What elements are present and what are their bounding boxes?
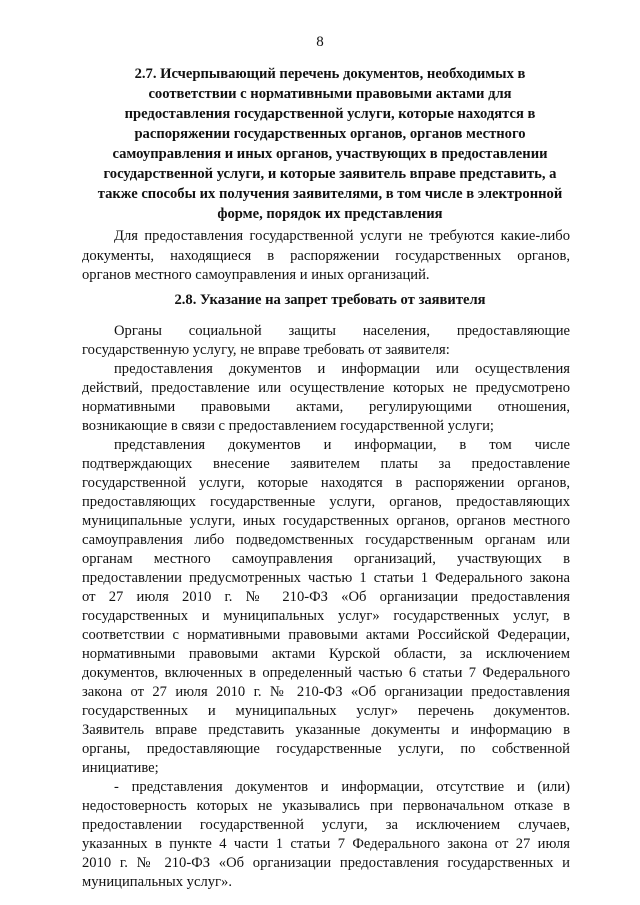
heading-line: 2.7. Исчерпывающий перечень документов, необходимых в bbox=[134, 66, 526, 82]
body-line: Для предоставления государственной услуги не требуются какие-либо bbox=[114, 228, 570, 244]
body-line: органов местного самоуправления и иных организаций. bbox=[82, 267, 430, 283]
body-line: от 27 июля 2010 г. № 210-ФЗ «Об организации предоставления bbox=[82, 589, 570, 605]
heading-line: распоряжении государственных органов, органов местного bbox=[134, 126, 526, 142]
heading-line: государственной услуги, и которые заявитель вправе представить, а bbox=[103, 166, 557, 182]
body-line: закона от 27 июля 2010 г. № 210-ФЗ «Об организации предоставления bbox=[82, 684, 570, 700]
body-line: недостоверность которых не указывались при первоначальном отказе в bbox=[82, 798, 570, 814]
section-2-8-heading bbox=[80, 290, 580, 310]
body-line: органы, предоставляющие государственные услуги, по собственной bbox=[82, 741, 570, 757]
body-line: предоставлении предусмотренных частью 1 статьи 1 Федерального закона bbox=[82, 570, 570, 586]
body-line: документов, включенных в определенный частью 6 статьи 7 Федерального bbox=[82, 665, 570, 681]
body-line: самоуправления либо подведомственных государственным органам или bbox=[82, 532, 570, 548]
heading-line: соответствии с нормативными правовыми актами для bbox=[148, 86, 512, 102]
body-line: государственных и муниципальных услуг» перечень документов. bbox=[82, 703, 570, 719]
body-line: предоставления документов и информации или осуществления bbox=[114, 361, 570, 377]
heading-line: также способы их получения заявителями, в том числе в электронной bbox=[97, 186, 563, 202]
body-line: муниципальные услуги, иных государственных органов, органов местного bbox=[82, 513, 570, 529]
body-line: нормативными правовыми актами Курской области, за исключением bbox=[82, 646, 570, 662]
section-2-8-body bbox=[82, 322, 570, 892]
body-line: Органы социальной защиты населения, предоставляющие bbox=[114, 323, 570, 339]
body-line: представления документов и информации, в том числе bbox=[114, 437, 570, 453]
body-line: инициативе; bbox=[82, 760, 159, 776]
body-line: государственной услуги, которые находятся в распоряжении органов, bbox=[82, 475, 570, 491]
section-2-7-heading bbox=[80, 64, 580, 224]
body-line: предоставляющих государственные услуги, органов, предоставляющих bbox=[82, 494, 570, 510]
body-line: возникающие в связи с предоставлением государственной услуги; bbox=[82, 418, 494, 434]
body-line: соответствии с нормативными правовыми актами Российской Федерации, bbox=[82, 627, 570, 643]
section-2-7-body bbox=[82, 227, 570, 286]
page-number: 8 bbox=[316, 34, 324, 50]
body-line: 2010 г. № 210-ФЗ «Об организации предоставления государственных и bbox=[82, 855, 570, 871]
body-line: документы, находящиеся в распоряжении государственных органов, bbox=[82, 247, 570, 264]
heading-line: самоуправления и иных органов, участвующих в предоставлении bbox=[112, 146, 548, 162]
body-line: муниципальных услуг». bbox=[82, 874, 232, 890]
body-line: предоставлении государственной услуги, за исключением случаев, bbox=[82, 817, 570, 833]
heading-line: 2.8. Указание на запрет требовать от заявителя bbox=[174, 292, 486, 308]
body-line: органам местного самоуправления организаций, участвующих в bbox=[82, 551, 570, 567]
body-line: подтверждающих внесение заявителем платы за предоставление bbox=[82, 456, 570, 472]
body-line: - представления документов и информации, отсутствие и (или) bbox=[114, 779, 570, 795]
body-line: указанных в пункте 4 части 1 статьи 7 Федерального закона от 27 июля bbox=[82, 836, 570, 852]
body-line: государственную услугу, не вправе требовать от заявителя: bbox=[82, 342, 450, 358]
heading-line: предоставления государственной услуги, которые находятся в bbox=[124, 106, 536, 122]
heading-line: форме, порядок их представления bbox=[217, 206, 443, 222]
body-line: Заявитель вправе представить указанные документы и информацию в bbox=[82, 722, 570, 738]
body-line: государственных и муниципальных услуг» государственных услуг, в bbox=[82, 608, 570, 624]
body-line: нормативными правовыми актами, регулирующими отношения, bbox=[82, 399, 570, 415]
body-line: действий, предоставление или осуществление которых не предусмотрено bbox=[82, 380, 570, 396]
